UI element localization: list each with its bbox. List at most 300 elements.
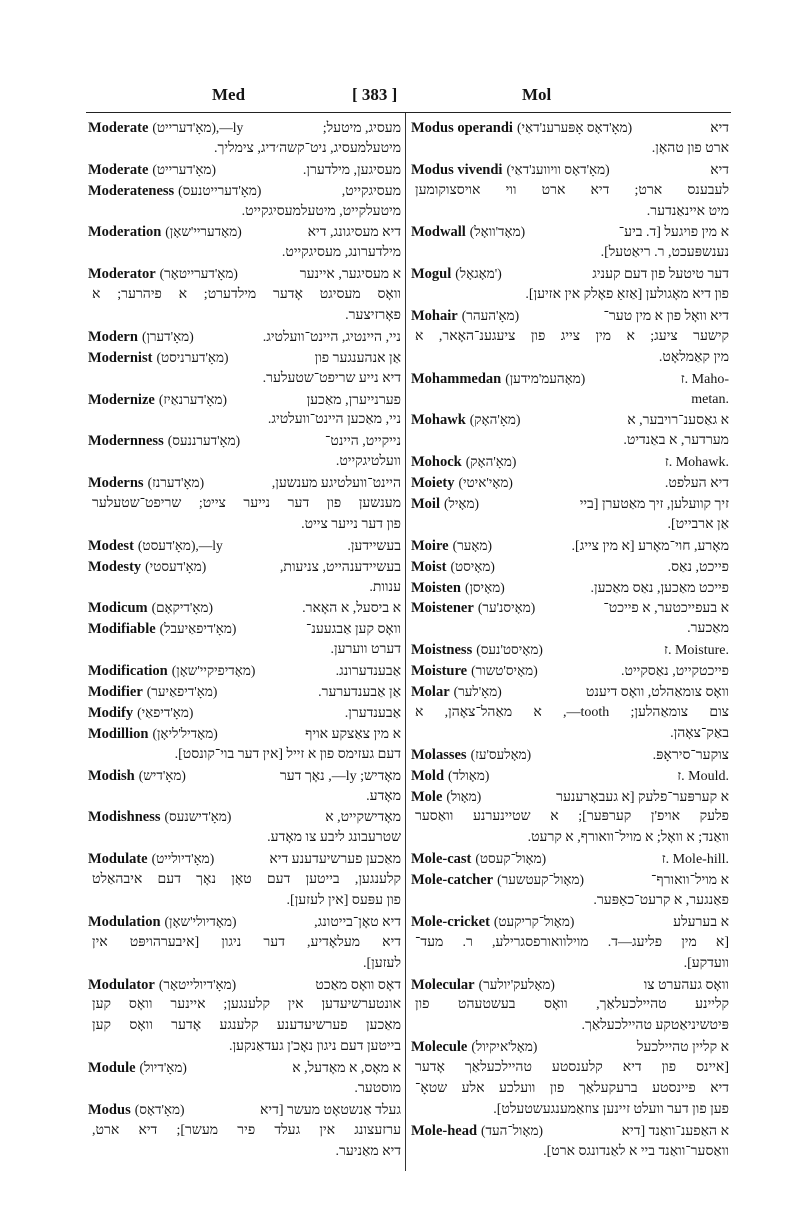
- definition-text: metan.: [691, 391, 729, 407]
- pronunciation: (מאָיסט'נעס): [476, 642, 543, 658]
- definition-text: פען פון דער וועלט זיינען צוזאַמענגעשטעלט].: [493, 1101, 729, 1117]
- definition-text: וועדקע].: [683, 955, 729, 971]
- entry-line: [88, 327, 401, 348]
- headword: Moderate: [88, 161, 149, 178]
- pronunciation: (מאָ'דערניסט): [156, 349, 229, 365]
- continuation-line: [88, 285, 401, 306]
- headword: Moire: [411, 537, 449, 554]
- definition-text: מין קאַמלאָט.: [658, 349, 729, 365]
- definition-text: א ביסעל, א האָאר.: [302, 601, 401, 617]
- definition-text: ניי, מאַכען היינט־וועלטיג.: [267, 412, 401, 428]
- continuation-line: [411, 1100, 729, 1121]
- entry-line: [88, 264, 401, 285]
- entry-line: [411, 222, 729, 243]
- headword: Module: [88, 1060, 136, 1077]
- definition-text: דיא מאַניער.: [335, 1143, 401, 1159]
- continuation-line: [411, 202, 729, 223]
- entry-line: [411, 870, 729, 891]
- pronunciation: (מאָ'דערייט),—ly: [152, 120, 244, 135]
- definition-text: דיא מעסיגונג, דיא: [307, 225, 401, 241]
- pronunciation: (מאָ'דערייטנעס): [178, 182, 262, 198]
- pronunciation: (מאָיס'טשור): [471, 663, 538, 679]
- headword: Mohawk: [411, 412, 466, 429]
- headword: Modulator: [88, 976, 155, 993]
- entry-line: [88, 703, 401, 724]
- pronunciation: (מאָ'דאָס אָפּערענ'דאַי): [516, 120, 633, 135]
- continuation-line: [88, 828, 401, 849]
- pronunciation: (מאָ'לער): [453, 684, 502, 700]
- definition-text: ניי, היינטיג, היינט־וועלטיג.: [262, 329, 401, 345]
- entry-line: [88, 181, 401, 202]
- definition-text: מעסיגקייט,: [341, 183, 401, 199]
- pronunciation: (מאָיסט): [450, 558, 495, 574]
- definition-text: א מין פויגעל [ד. ביע־: [618, 225, 729, 241]
- pronunciation: (מאָ'דיפאַי): [137, 704, 194, 720]
- headword: Modish: [88, 767, 135, 784]
- headword: Modulate: [88, 851, 148, 868]
- definition-text: נייקייט, היינט־: [325, 434, 401, 450]
- definition-text: מיטעלקייט, מיטעלמעסיגקייט.: [241, 203, 401, 219]
- definition-text: אַבענדערונג.: [335, 664, 401, 680]
- definition-text: א האַפענ־וואַנד [דיא: [621, 1123, 729, 1139]
- continuation-line: [411, 139, 729, 160]
- continuation-line: [88, 1142, 401, 1163]
- pronunciation: (מאָ'דאָס): [134, 1101, 185, 1117]
- pronunciation: (מאָדיולי'שאָן): [164, 913, 237, 929]
- headword: Modernize: [88, 391, 155, 408]
- pronunciation: (מאָ'האָק): [465, 454, 517, 470]
- entry-line: [88, 619, 401, 640]
- definition-text: א מויל־וואורף־: [651, 873, 729, 889]
- definition-text: נענשפּעכט, ר. ריאַטעל].: [600, 245, 729, 261]
- definition-text: [א מין פליעג—ד. מוילוואורפסגרילע, ר. מעד־: [415, 934, 729, 950]
- definition-text: ז. Moisture.: [664, 643, 729, 659]
- entry-line: [411, 912, 729, 933]
- headword: Modesty: [88, 558, 142, 575]
- headword: Mogul: [411, 266, 452, 283]
- definition-text: אונטערשיעדען אין קלענגען; איינער וואָס קען: [92, 997, 401, 1013]
- pronunciation: (מאָער): [452, 537, 492, 553]
- pronunciation: (מאָיל): [444, 496, 479, 512]
- entry-line: [411, 306, 729, 327]
- pronunciation: (מאָ'דיולייט): [151, 851, 215, 867]
- headword: Moderate: [88, 120, 149, 136]
- continuation-line: [411, 1016, 729, 1037]
- continuation-line: [88, 410, 401, 431]
- continuation-line: [88, 202, 401, 223]
- definition-text: וואָס מעסיגט אָדער מילדערט; א פיהרער; א: [92, 287, 401, 303]
- definition-text: פון דיא מאָגולען [אַזאַ פאָלק אין אזיען].: [525, 287, 729, 303]
- pronunciation: (מאָ'דערייט): [152, 161, 216, 177]
- definition-text: וואַסער־וואַנד ביי א לאַנדונגס ארט].: [543, 1143, 729, 1159]
- entry-line: [88, 975, 401, 996]
- continuation-line: [411, 724, 729, 745]
- headword: Modern: [88, 328, 138, 345]
- definition-text: פלעק אויפ'ן קערפּער]; א שטיינערנע וואַסער: [415, 809, 729, 825]
- continuation-line: [411, 390, 729, 411]
- running-head-left: Med: [212, 85, 246, 104]
- definition-text: ז. Mole-hill.: [661, 852, 729, 868]
- definition-text: מאַכען פערשיעדענע קלענגע אָדער וואָס קען: [92, 1018, 401, 1034]
- definition-text: מאָרע, חוי־מאָרע [א מין צייג].: [571, 538, 729, 554]
- definition-text: מאַכען פערשיעדענע דיא: [269, 852, 401, 868]
- headword: Mohammedan: [411, 370, 502, 387]
- page-number: [ 383 ]: [352, 85, 398, 104]
- definition-text: דיא וואָל פון א מין טער־: [603, 309, 729, 325]
- entry-line: [411, 1121, 729, 1142]
- headword: Mole-cast: [411, 851, 472, 868]
- headword: Modillion: [88, 725, 149, 742]
- pronunciation: (מאָ'דערננעס): [167, 433, 241, 449]
- definition-text: דיא נייע שריפט־שטעלער.: [262, 370, 401, 386]
- entry-line: [411, 598, 729, 619]
- entry-line: [411, 640, 729, 661]
- continuation-line: [411, 243, 729, 264]
- entry-line: [411, 369, 729, 390]
- definition-text: דער טיטעל פון דעם קעניג: [592, 267, 729, 283]
- definition-text: צוקער־סיראָפּ.: [652, 747, 729, 763]
- entry-line: [411, 975, 729, 996]
- entry-line: [411, 766, 729, 787]
- definition-text: וואָס צומאַהלט, וואָס דיענט: [585, 685, 729, 701]
- entry-line: [88, 557, 401, 578]
- definition-text: באַק־צאָהן.: [670, 725, 729, 741]
- definition-text: מיטעלמעסיג, ניט־קשה׳דיג, צימליך.: [213, 140, 401, 156]
- definition-text: דיא: [710, 162, 729, 178]
- headword: Modernness: [88, 433, 164, 450]
- definition-text: פּיטשיניאַטקע טהיילכעלאַך.: [581, 1018, 729, 1034]
- headword: Moistener: [411, 600, 474, 617]
- definition-text: געלד אַנשטאָט מעשר [דיא: [260, 1102, 401, 1118]
- header-rule: [86, 112, 731, 113]
- entry-line: [88, 724, 401, 745]
- entry-line: [411, 264, 729, 285]
- pronunciation: (מאָ'דיפאַיער): [146, 684, 218, 700]
- headword: Modification: [88, 663, 168, 680]
- headword: Modify: [88, 704, 134, 721]
- definition-text: דערט ווערען.: [330, 642, 401, 658]
- continuation-line: [88, 787, 401, 808]
- definition-text: פייכטקייט, נאַסקייט.: [621, 664, 729, 680]
- definition-text: אַבענדערן.: [344, 705, 401, 721]
- right-column: [411, 118, 729, 1163]
- definition-text: בעשיידען.: [347, 538, 401, 554]
- continuation-line: [411, 703, 729, 724]
- pronunciation: (מאָול־קעסט): [475, 851, 547, 867]
- definition-text: בייטען דעם ניגון נאָכ'ן געדאַנקען.: [228, 1039, 401, 1055]
- continuation-line: [88, 578, 401, 599]
- entry-line: [88, 473, 401, 494]
- continuation-line: [411, 181, 729, 202]
- continuation-line: [88, 1037, 401, 1058]
- headword: Modulation: [88, 913, 161, 930]
- pronunciation: (מאָ'דעסט),—ly: [137, 537, 223, 553]
- continuation-line: [88, 139, 401, 160]
- entry-line: [411, 557, 729, 578]
- definition-text: פון עפּעס [אין לעזען].: [286, 892, 401, 908]
- headword: Modwall: [411, 224, 466, 241]
- definition-text: דיא מעלאָדיע, דער ניגון [איבערהויפּט אין: [92, 934, 401, 950]
- headword: Moist: [411, 558, 447, 575]
- headword: Modus: [88, 1101, 131, 1118]
- definition-text: צום צומאַהלען; tooth—, א מאַהל־צאָהן, א: [415, 704, 729, 720]
- pronunciation: (מאָלעק'יולער): [478, 976, 555, 992]
- definition-text: זיך קוועלען, זיך מאַטערן [ביי: [579, 497, 729, 513]
- headword: Mold: [411, 767, 445, 784]
- entry-line: [411, 473, 729, 494]
- pronunciation: (מאָל'איקיול): [471, 1039, 538, 1055]
- headword: Modifiable: [88, 621, 156, 638]
- definition-text: א מאָס, א מאָדעל, א: [292, 1061, 401, 1077]
- continuation-line: [411, 327, 729, 348]
- entry-line: [88, 598, 401, 619]
- entry-line: [88, 160, 401, 181]
- headword: Mole-head: [411, 1122, 478, 1139]
- pronunciation: (מאָדעריי'שאָן): [165, 224, 242, 240]
- definition-text: אַן אַבענדערער.: [318, 685, 401, 701]
- headword: Molecular: [411, 976, 475, 993]
- entry-line: [88, 222, 401, 243]
- pronunciation: (מאָולד): [448, 767, 490, 783]
- headword: Mohock: [411, 454, 462, 471]
- entry-line: [411, 410, 729, 431]
- definition-text: א בערעלע: [673, 914, 729, 930]
- entry-line: [411, 745, 729, 766]
- definition-text: היינט־וועלטיגע מענשען,: [271, 476, 401, 492]
- headword: Molasses: [411, 746, 467, 763]
- entry-line: [88, 807, 401, 828]
- continuation-line: [88, 933, 401, 954]
- definition-text: פערנייערן, מאַכען: [306, 392, 401, 408]
- definition-text: ערזעצונג אין געלד פיר מעשר]; דיא ארט,: [92, 1122, 401, 1138]
- definition-text: מוסטער.: [354, 1080, 401, 1096]
- headword: Modus operandi: [411, 120, 513, 136]
- pronunciation: (מאָד'וואָל): [469, 224, 526, 240]
- continuation-line: [411, 1079, 729, 1100]
- pronunciation: (מאָי'איטי): [458, 475, 513, 491]
- continuation-line: [88, 452, 401, 473]
- continuation-line: [411, 1142, 729, 1163]
- continuation-line: [88, 494, 401, 515]
- definition-text: מערדער, א באַנדיט.: [623, 433, 729, 449]
- pronunciation: (מאָ'דאָס וויווענ'דאַי): [506, 161, 610, 177]
- definition-text: דיא טאָן־בייטונג,: [314, 914, 401, 930]
- continuation-line: [88, 369, 401, 390]
- continuation-line: [411, 348, 729, 369]
- entry-line: [88, 1058, 401, 1079]
- continuation-line: [88, 243, 401, 264]
- continuation-line: [88, 995, 401, 1016]
- entry-line: [88, 431, 401, 452]
- definition-text: לעבענס ארט; דיא ארט ווי אויסצוקומען: [415, 182, 729, 198]
- definition-text: א קליין טהיילכעל: [636, 1040, 729, 1056]
- entry-line: [88, 912, 401, 933]
- entry-line: [88, 849, 401, 870]
- definition-text: אַן אנהענגער פון: [314, 350, 401, 366]
- headword: Modicum: [88, 600, 148, 617]
- definition-text: דיא העלפט.: [664, 476, 729, 492]
- entry-line: [411, 849, 729, 870]
- definition-text: וואַנד; א וואָל; א מויל־וואורף, א קרעט.: [527, 830, 729, 846]
- continuation-line: [411, 1058, 729, 1079]
- definition-text: מאָדישקייט, א: [325, 810, 401, 826]
- headword: Moisten: [411, 579, 461, 596]
- definition-text: ז. Mohawk.: [664, 455, 729, 471]
- pronunciation: (מאָדיפיקיי'שאָן): [171, 663, 256, 679]
- definition-text: דאָס וואָס מאַכט: [315, 977, 401, 993]
- headword: Mole-catcher: [411, 872, 494, 889]
- definition-text: לעזען].: [362, 955, 401, 971]
- continuation-line: [88, 1121, 401, 1142]
- definition-text: מעסיגען, מילדערן.: [302, 162, 401, 178]
- definition-text: מענשען פון דער נייער צייט; שריפט־שטעלער: [92, 496, 401, 512]
- headword: Moiety: [411, 475, 455, 492]
- continuation-line: [88, 745, 401, 766]
- pronunciation: (מאָ'דישנעס): [164, 809, 232, 825]
- definition-text: פאַנגער, א קרעט־כאַפּער.: [593, 892, 729, 908]
- definition-text: דיא: [710, 121, 729, 136]
- definition-text: א בעפייכטער, א פייכט־: [603, 601, 729, 617]
- definition-text: שטרעבונג ליבע צו מאָדע.: [267, 830, 401, 846]
- entry-line: [411, 1037, 729, 1058]
- headword: Moil: [411, 496, 440, 513]
- entry-line: [411, 118, 729, 139]
- continuation-line: [411, 807, 729, 828]
- definition-text: פאָרזיצער.: [345, 308, 401, 324]
- headword: Modest: [88, 537, 134, 554]
- pronunciation: (מאָהעמ'מידען): [505, 370, 586, 386]
- definition-text: א מין צאַצקע אויף: [305, 726, 401, 742]
- pronunciation: (מאָ'דערייטאָר): [159, 266, 238, 282]
- definition-text: מעסיג, מיטעל;: [322, 121, 401, 136]
- continuation-line: [411, 954, 729, 975]
- entry-line: [88, 536, 401, 557]
- entry-line: [88, 682, 401, 703]
- headword: Modus vivendi: [411, 161, 503, 178]
- continuation-line: [411, 891, 729, 912]
- headword: Moisture: [411, 663, 468, 680]
- continuation-line: [88, 306, 401, 327]
- pronunciation: (מאָ'העהר): [461, 308, 520, 324]
- headword: Moderateness: [88, 182, 175, 199]
- pronunciation: (מאָול־קעטשער): [497, 872, 585, 888]
- headword: Moderns: [88, 475, 144, 492]
- continuation-line: [88, 640, 401, 661]
- headword: Moderation: [88, 224, 162, 241]
- pronunciation: (מאָלעס'עז): [470, 746, 532, 762]
- headword: Molar: [411, 684, 450, 701]
- entry-line: [411, 661, 729, 682]
- definition-text: וועלטיגקייט.: [335, 454, 401, 470]
- pronunciation: (מאָגאָל'): [455, 266, 502, 282]
- pronunciation: (מאָ'דיולייטאָר): [158, 976, 237, 992]
- definition-text: וואָס קען אַבגעענ־: [305, 622, 401, 638]
- entry-line: [88, 1100, 401, 1121]
- definition-text: מאָדיש; ly—, נאָך דער: [279, 768, 401, 784]
- entry-line: [411, 536, 729, 557]
- entry-line: [411, 160, 729, 181]
- continuation-line: [411, 285, 729, 306]
- definition-text: קלענגען, בייטען דעם טאָן נאָך דעם איבהאַלט: [92, 872, 401, 888]
- pronunciation: (מאָ'דיפאַיעבל): [159, 621, 237, 637]
- pronunciation: (מאָ'דערנאַיז): [158, 391, 227, 407]
- definition-text: ז. Mould.: [677, 768, 729, 784]
- continuation-line: [411, 619, 729, 640]
- entry-line: [411, 494, 729, 515]
- continuation-line: [88, 1016, 401, 1037]
- headword: Modifier: [88, 684, 143, 701]
- continuation-line: [88, 954, 401, 975]
- entry-line: [411, 787, 729, 808]
- headword: Moderator: [88, 266, 156, 283]
- definition-text: מאַכער.: [687, 621, 729, 637]
- definition-text: קליינע טהיילכעלאַך, וואָס בעשטעהט פון: [415, 997, 729, 1013]
- left-column: [88, 118, 401, 1163]
- definition-text: מאָדע.: [366, 788, 401, 804]
- entry-line: [411, 452, 729, 473]
- headword: Molecule: [411, 1039, 468, 1056]
- entry-line: [411, 682, 729, 703]
- definition-text: בעשיידענהייט, צניעות,: [279, 559, 401, 575]
- pronunciation: (מאָדיל'ליאָן): [152, 725, 218, 741]
- pronunciation: (מאָ'דיול): [139, 1060, 187, 1076]
- definition-text: וואָס געהערט צו: [643, 977, 729, 993]
- definition-text: ענוות.: [369, 579, 401, 595]
- continuation-line: [411, 515, 729, 536]
- column-divider: [405, 113, 406, 1171]
- entry-line: [411, 578, 729, 599]
- headword: Mole: [411, 788, 443, 805]
- definition-text: ז. Maho-: [680, 371, 729, 387]
- definition-text: פון דער נייער צייט.: [301, 516, 401, 532]
- running-head-right: Mol: [522, 85, 552, 104]
- entry-line: [88, 390, 401, 411]
- definition-text: דעם געזימס פון א זייל [אין דער בוי־קונסט].: [174, 746, 401, 762]
- continuation-line: [88, 1079, 401, 1100]
- continuation-line: [88, 870, 401, 891]
- entry-line: [88, 766, 401, 787]
- entry-line: [88, 118, 401, 139]
- headword: Mohair: [411, 308, 458, 325]
- pronunciation: (מאָיסנ'ער): [477, 600, 536, 616]
- definition-text: א קערפּער־פלעק [א געבאָרענער: [556, 789, 729, 805]
- continuation-line: [88, 515, 401, 536]
- entry-line: [88, 661, 401, 682]
- continuation-line: [411, 431, 729, 452]
- pronunciation: (מאָ'דיקאָם): [151, 600, 213, 616]
- definition-text: א מעסיגער, איינער: [299, 267, 401, 283]
- pronunciation: (מאָול־קריקעט): [493, 913, 575, 929]
- definition-text: מילדערונג, מעסיגקייט.: [281, 245, 401, 261]
- definition-text: [איינס פון דיא קלענסטע טהיילכעלאַך אָדער: [415, 1060, 729, 1076]
- continuation-line: [88, 891, 401, 912]
- definition-text: אַן ארבייט].: [667, 516, 729, 532]
- pronunciation: (מאָ'דערן): [141, 328, 194, 344]
- pronunciation: (מאָ'דערנז): [147, 475, 205, 491]
- headword: Modernist: [88, 349, 153, 366]
- pronunciation: (מאָ'דיש): [138, 767, 186, 783]
- definition-text: פייכט מאַכען, נאַס מאַכען.: [590, 580, 729, 596]
- pronunciation: (מאָ'האָק): [469, 412, 521, 428]
- entry-line: [88, 348, 401, 369]
- continuation-line: [411, 995, 729, 1016]
- definition-text: א גאַסענ־רויבער, א: [627, 413, 729, 429]
- pronunciation: (מאָיסן): [464, 579, 505, 595]
- headword: Moistness: [411, 642, 473, 659]
- definition-text: קישער ציעג; א מין צייג פון ציעגענ־האָאר, א: [415, 328, 729, 344]
- definition-text: דיא פיינסטע ברעקעלאַך פון וועלכע אלע שטאָ־: [415, 1080, 729, 1096]
- pronunciation: (מאָול־העד): [481, 1122, 543, 1138]
